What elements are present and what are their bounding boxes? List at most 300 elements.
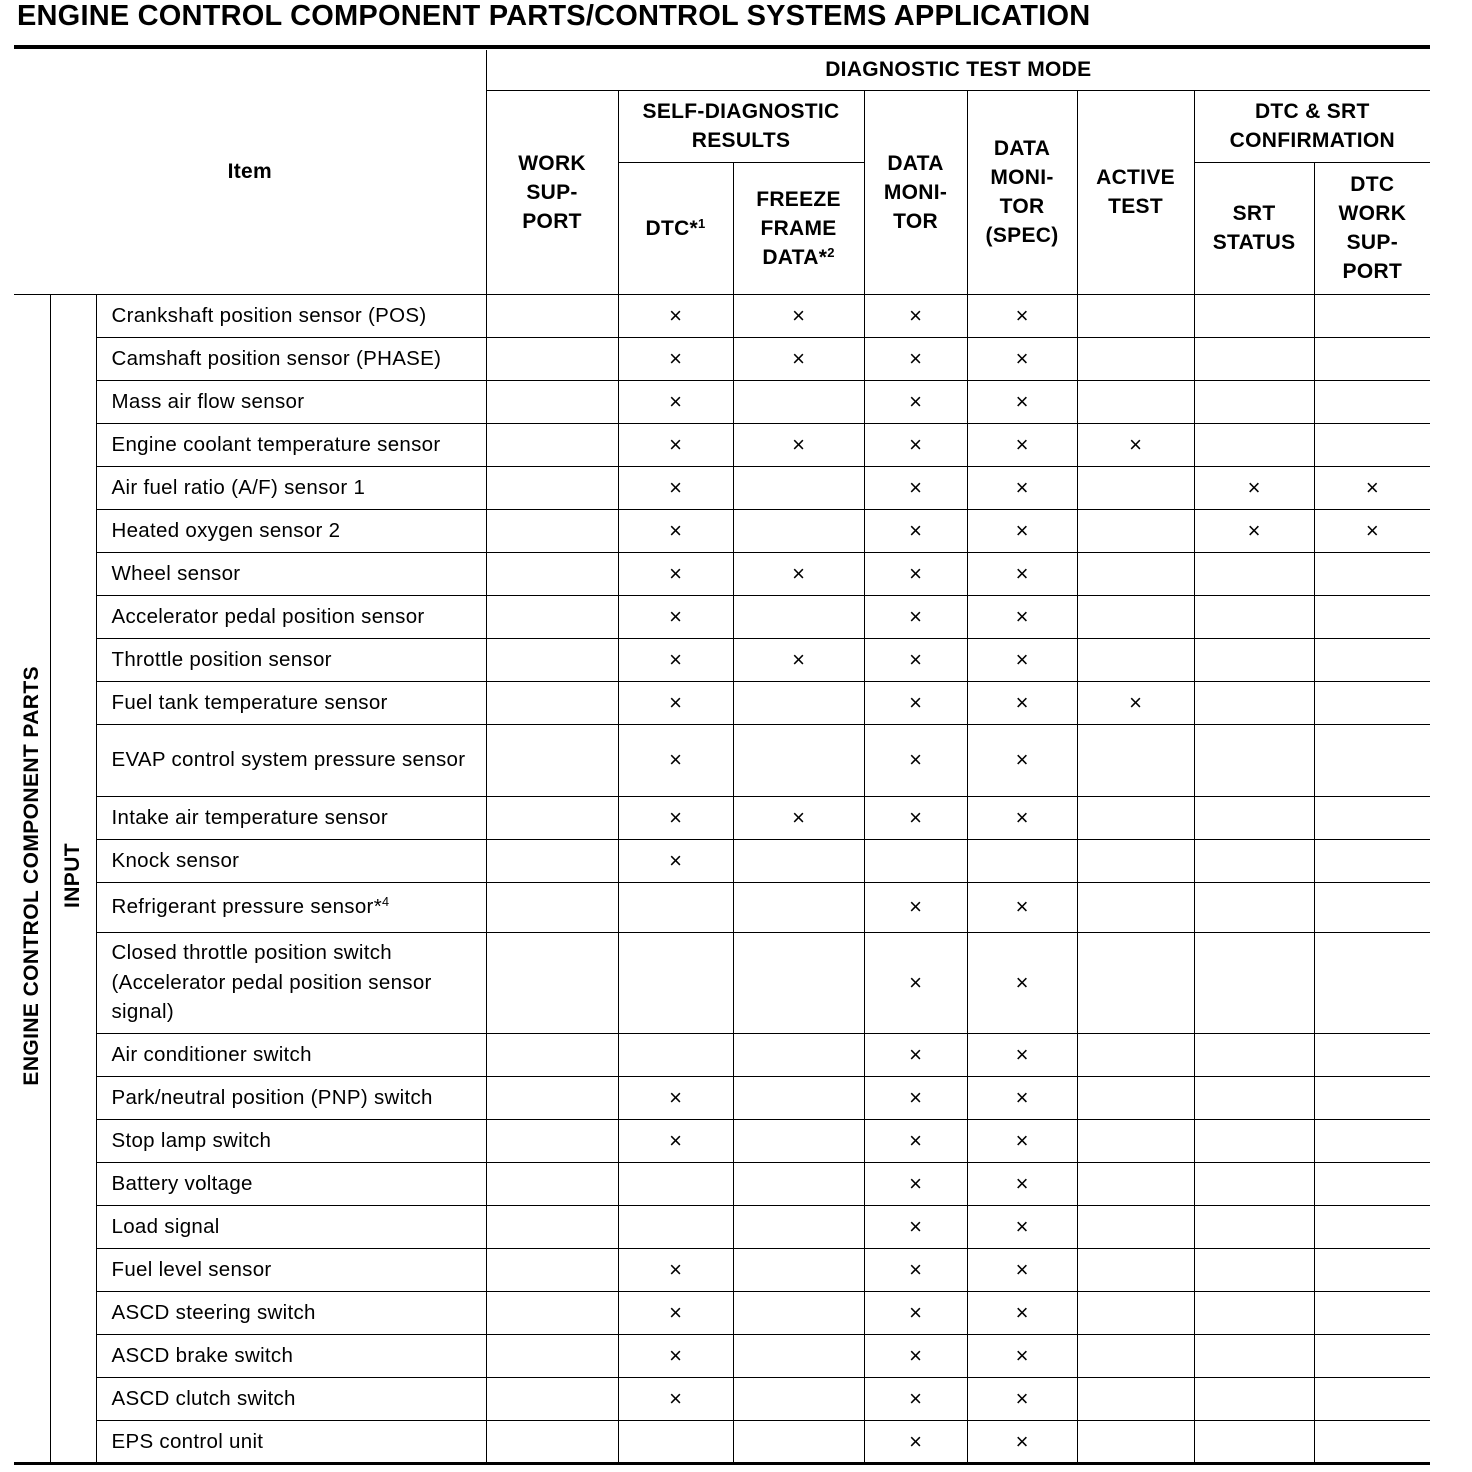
- mark-cell: [1314, 595, 1430, 638]
- mark-cell: [1077, 466, 1194, 509]
- table-row: [14, 1420, 1430, 1463]
- diagnostic-test-mode-header: [486, 50, 1430, 90]
- applicable-mark: ×: [1015, 1041, 1029, 1067]
- mark-cell: [733, 466, 864, 509]
- item-cell: [96, 932, 486, 1033]
- mark-cell: [1194, 1076, 1314, 1119]
- mark-cell: [1314, 509, 1430, 552]
- mark-cell: [1194, 595, 1314, 638]
- page-title: ENGINE CONTROL COMPONENT PARTS/CONTROL SYSTEMS APPLICATION: [17, 0, 1091, 32]
- applicable-mark: ×: [1015, 689, 1029, 715]
- mark-cell: [1194, 294, 1314, 337]
- applicable-mark: ×: [1015, 302, 1029, 328]
- mark-cell: [486, 509, 618, 552]
- mark-cell: [967, 638, 1077, 681]
- mark-cell: [486, 1033, 618, 1076]
- header-line: CONFIRMATION: [1229, 129, 1395, 152]
- mark-cell: [967, 681, 1077, 724]
- item-label: EVAP control system pressure sensor: [111, 748, 466, 772]
- mark-cell: [618, 638, 733, 681]
- mark-cell: [864, 1076, 967, 1119]
- applicable-mark: ×: [909, 1084, 922, 1110]
- applicable-mark: ×: [909, 603, 922, 629]
- applicable-mark: ×: [792, 804, 805, 830]
- mark-cell: [1077, 1033, 1194, 1076]
- mark-cell: [1077, 552, 1194, 595]
- mark-cell: [967, 423, 1077, 466]
- table-row: [14, 294, 1430, 337]
- applicable-mark: ×: [669, 689, 682, 715]
- mark-cell: [1077, 681, 1194, 724]
- item-cell: [96, 839, 486, 882]
- mark-cell: [967, 1420, 1077, 1463]
- applicable-mark: ×: [1015, 560, 1029, 586]
- mark-cell: [864, 1334, 967, 1377]
- mark-cell: [733, 337, 864, 380]
- mark-cell: [967, 1033, 1077, 1076]
- title-rule: [14, 45, 1430, 49]
- applicable-mark: ×: [669, 747, 682, 772]
- applicable-mark: ×: [1015, 1256, 1029, 1282]
- item-cell: [96, 1291, 486, 1334]
- mark-cell: [618, 1377, 733, 1420]
- item-label: ASCD clutch switch: [111, 1386, 296, 1410]
- mark-cell: [1194, 638, 1314, 681]
- mark-cell: [618, 509, 733, 552]
- item-cell: [96, 337, 486, 380]
- item-cell: [96, 380, 486, 423]
- mark-cell: [486, 1205, 618, 1248]
- mark-cell: [733, 1162, 864, 1205]
- header-line: WORK: [518, 151, 586, 175]
- mark-cell: [733, 882, 864, 932]
- applicable-mark: ×: [669, 345, 682, 371]
- mark-cell: [864, 681, 967, 724]
- srt-status-header: [1194, 162, 1314, 294]
- mark-cell: [1077, 337, 1194, 380]
- table-row: [14, 932, 1430, 1033]
- mark-cell: [967, 882, 1077, 932]
- applicable-mark: ×: [1015, 345, 1029, 371]
- mark-cell: [1077, 1291, 1194, 1334]
- applicable-mark: ×: [909, 388, 922, 414]
- mark-cell: [618, 839, 733, 882]
- mark-cell: [1194, 932, 1314, 1033]
- application-table: [14, 50, 1430, 1464]
- applicable-mark: ×: [909, 560, 922, 586]
- mark-cell: [486, 466, 618, 509]
- item-cell: [96, 552, 486, 595]
- applicable-mark: ×: [669, 1127, 682, 1153]
- mark-cell: [733, 932, 864, 1033]
- mark-cell: [486, 1076, 618, 1119]
- item-label: Fuel tank temperature sensor: [111, 690, 388, 714]
- applicable-mark: ×: [669, 1084, 682, 1110]
- item-label: Closed throttle position switch (Accelerator pedal position sensor signal): [111, 941, 432, 1024]
- mark-cell: [967, 595, 1077, 638]
- mark-cell: [1194, 1420, 1314, 1463]
- header-line: RESULTS: [691, 129, 791, 152]
- applicable-mark: ×: [909, 1170, 922, 1196]
- table-row: [14, 1162, 1430, 1205]
- mark-cell: [486, 839, 618, 882]
- mark-cell: [1314, 724, 1430, 796]
- mark-cell: [1077, 509, 1194, 552]
- mark-cell: [967, 724, 1077, 796]
- mark-cell: [967, 1205, 1077, 1248]
- mark-cell: [733, 638, 864, 681]
- header-line: SELF-DIAGNOSTIC: [642, 100, 840, 123]
- header-line: DTC & SRT: [1254, 100, 1370, 123]
- mark-cell: [1194, 1162, 1314, 1205]
- mark-cell: [967, 294, 1077, 337]
- applicable-mark: ×: [909, 646, 922, 672]
- item-label: Wheel sensor: [111, 561, 241, 585]
- item-label: Mass air flow sensor: [111, 389, 305, 413]
- header-line: TEST: [1108, 195, 1163, 218]
- item-label: Battery voltage: [111, 1171, 253, 1195]
- applicable-mark: ×: [1247, 517, 1261, 543]
- freeze-frame-data-header: [733, 162, 864, 294]
- mark-cell: [1194, 681, 1314, 724]
- item-label: EPS control unit: [111, 1429, 264, 1453]
- applicable-mark: ×: [669, 517, 682, 543]
- applicable-mark: ×: [792, 431, 805, 457]
- item-cell: [96, 1248, 486, 1291]
- mark-cell: [1314, 1377, 1430, 1420]
- applicable-mark: ×: [669, 302, 682, 328]
- item-label: Fuel level sensor: [111, 1257, 272, 1281]
- table-row: [14, 724, 1430, 796]
- mark-cell: [1314, 294, 1430, 337]
- dtc-label: DTC*: [645, 216, 699, 240]
- mark-cell: [618, 1033, 733, 1076]
- mark-cell: [967, 839, 1077, 882]
- table-row: [14, 423, 1430, 466]
- mark-cell: [733, 1291, 864, 1334]
- mark-cell: [733, 1420, 864, 1463]
- applicable-mark: ×: [1015, 1084, 1029, 1110]
- mark-cell: [1314, 638, 1430, 681]
- mark-cell: [486, 1291, 618, 1334]
- mark-cell: [1077, 595, 1194, 638]
- header-line: WORK: [1338, 202, 1407, 225]
- mark-cell: [618, 1119, 733, 1162]
- mark-cell: [1314, 1291, 1430, 1334]
- mark-cell: [618, 681, 733, 724]
- item-cell: [96, 638, 486, 681]
- mark-cell: [1077, 882, 1194, 932]
- mark-cell: [1077, 380, 1194, 423]
- mark-cell: [864, 724, 967, 796]
- applicable-mark: ×: [1015, 646, 1029, 672]
- table-row: [14, 796, 1430, 839]
- mark-cell: [1077, 1420, 1194, 1463]
- item-label: Engine coolant temperature sensor: [111, 432, 441, 456]
- header-line: SRT: [1232, 202, 1276, 225]
- item-label: Knock sensor: [111, 848, 240, 872]
- header-line: TOR: [893, 209, 938, 233]
- applicable-mark: ×: [1015, 1127, 1029, 1153]
- mark-cell: [733, 839, 864, 882]
- mark-cell: [1077, 1162, 1194, 1205]
- header-line: SUP-: [526, 180, 578, 204]
- item-cell: [96, 724, 486, 796]
- header-line: DTC: [1350, 173, 1395, 196]
- header-line: TOR: [999, 195, 1045, 218]
- applicable-mark: ×: [1015, 1342, 1029, 1368]
- mark-cell: [864, 595, 967, 638]
- item-label: Accelerator pedal position sensor: [111, 604, 425, 628]
- mark-cell: [1194, 337, 1314, 380]
- table-row: [14, 1377, 1430, 1420]
- item-footnote: 4: [381, 894, 390, 910]
- mark-cell: [1314, 552, 1430, 595]
- mark-cell: [864, 1377, 967, 1420]
- mark-cell: [1077, 796, 1194, 839]
- mark-cell: [1314, 932, 1430, 1033]
- applicable-mark: ×: [669, 1256, 682, 1282]
- applicable-mark: ×: [792, 345, 805, 371]
- mark-cell: [1314, 337, 1430, 380]
- item-cell: [96, 1205, 486, 1248]
- applicable-mark: ×: [909, 1342, 922, 1368]
- table-row: [14, 552, 1430, 595]
- mark-cell: [864, 1033, 967, 1076]
- applicable-mark: ×: [909, 1256, 922, 1282]
- mark-cell: [1077, 1119, 1194, 1162]
- mark-cell: [1194, 1291, 1314, 1334]
- applicable-mark: ×: [909, 1299, 922, 1325]
- mark-cell: [1314, 466, 1430, 509]
- mark-cell: [1077, 932, 1194, 1033]
- header-line: PORT: [1342, 260, 1403, 283]
- applicable-mark: ×: [669, 560, 682, 586]
- applicable-mark: ×: [909, 1127, 922, 1153]
- header-line: MONI-: [883, 180, 948, 204]
- mark-cell: [967, 466, 1077, 509]
- mark-cell: [486, 294, 618, 337]
- mark-cell: [967, 932, 1077, 1033]
- applicable-mark: ×: [669, 603, 682, 629]
- applicable-mark: ×: [669, 431, 682, 457]
- mark-cell: [1194, 882, 1314, 932]
- applicable-mark: ×: [909, 1385, 922, 1411]
- subgroup-label-cell: [50, 294, 96, 1463]
- item-label: Park/neutral position (PNP) switch: [111, 1085, 433, 1109]
- mark-cell: [1314, 1334, 1430, 1377]
- diagnostic-test-mode-label: DIAGNOSTIC TEST MODE: [825, 58, 1092, 82]
- item-header-label: Item: [227, 160, 272, 184]
- mark-cell: [1077, 423, 1194, 466]
- mark-cell: [733, 1334, 864, 1377]
- bottom-rule: [14, 1462, 1430, 1465]
- mark-cell: [486, 423, 618, 466]
- table-row: [14, 1076, 1430, 1119]
- mark-cell: [486, 552, 618, 595]
- header-line: DATA: [993, 137, 1051, 160]
- mark-cell: [967, 1162, 1077, 1205]
- mark-cell: [967, 337, 1077, 380]
- item-cell: [96, 595, 486, 638]
- mark-cell: [618, 380, 733, 423]
- active-test-header: [1077, 90, 1194, 294]
- mark-cell: [618, 466, 733, 509]
- mark-cell: [1314, 1162, 1430, 1205]
- mark-cell: [486, 796, 618, 839]
- mark-cell: [1077, 1248, 1194, 1291]
- group-label-cell: [14, 294, 50, 1463]
- mark-cell: [1194, 1334, 1314, 1377]
- mark-cell: [1194, 796, 1314, 839]
- applicable-mark: ×: [1015, 1170, 1029, 1196]
- applicable-mark: ×: [909, 689, 922, 715]
- mark-cell: [1194, 1377, 1314, 1420]
- mark-cell: [864, 294, 967, 337]
- mark-cell: [733, 423, 864, 466]
- table-row: [14, 466, 1430, 509]
- table-row: [14, 380, 1430, 423]
- mark-cell: [864, 380, 967, 423]
- self-diagnostic-results-header: [618, 90, 864, 162]
- data-monitor-header: [864, 90, 967, 294]
- mark-cell: [618, 1162, 733, 1205]
- item-label: ASCD steering switch: [111, 1300, 316, 1324]
- mark-cell: [486, 724, 618, 796]
- mark-cell: [486, 1119, 618, 1162]
- mark-cell: [1077, 638, 1194, 681]
- item-label: Crankshaft position sensor (POS): [111, 303, 427, 327]
- mark-cell: [1314, 1205, 1430, 1248]
- mark-cell: [864, 509, 967, 552]
- item-cell: [96, 294, 486, 337]
- item-cell: [96, 1334, 486, 1377]
- freeze-frame-footnote: 2: [827, 244, 835, 260]
- applicable-mark: ×: [909, 302, 922, 328]
- mark-cell: [1077, 1205, 1194, 1248]
- mark-cell: [486, 1377, 618, 1420]
- mark-cell: [967, 796, 1077, 839]
- mark-cell: [733, 1033, 864, 1076]
- mark-cell: [864, 882, 967, 932]
- item-label: Air conditioner switch: [111, 1042, 312, 1066]
- item-cell: [96, 1420, 486, 1463]
- mark-cell: [618, 1334, 733, 1377]
- item-label: ASCD brake switch: [111, 1343, 294, 1367]
- applicable-mark: ×: [909, 1041, 922, 1067]
- mark-cell: [733, 1377, 864, 1420]
- mark-cell: [967, 1076, 1077, 1119]
- mark-cell: [486, 1420, 618, 1463]
- header-line: DATA*: [762, 245, 828, 269]
- mark-cell: [1314, 380, 1430, 423]
- mark-cell: [1314, 681, 1430, 724]
- mark-cell: [618, 1076, 733, 1119]
- item-cell: [96, 681, 486, 724]
- item-cell: [96, 1033, 486, 1076]
- mark-cell: [864, 1162, 967, 1205]
- mark-cell: [864, 796, 967, 839]
- applicable-mark: ×: [909, 804, 922, 830]
- applicable-mark: ×: [909, 1428, 922, 1454]
- mark-cell: [618, 932, 733, 1033]
- mark-cell: [1194, 1033, 1314, 1076]
- applicable-mark: ×: [1015, 1213, 1029, 1239]
- mark-cell: [1077, 1377, 1194, 1420]
- item-cell: [96, 1377, 486, 1420]
- item-label: Intake air temperature sensor: [111, 805, 388, 829]
- item-label: Refrigerant pressure sensor*: [111, 895, 382, 919]
- mark-cell: [486, 638, 618, 681]
- applicable-mark: ×: [1015, 517, 1029, 543]
- mark-cell: [733, 724, 864, 796]
- data-monitor-spec-header: [967, 90, 1077, 294]
- mark-cell: [733, 1205, 864, 1248]
- applicable-mark: ×: [669, 1385, 682, 1411]
- item-cell: [96, 509, 486, 552]
- mark-cell: [1077, 839, 1194, 882]
- mark-cell: [967, 509, 1077, 552]
- mark-cell: [733, 1248, 864, 1291]
- mark-cell: [486, 1162, 618, 1205]
- mark-cell: [486, 1334, 618, 1377]
- applicable-mark: ×: [909, 345, 922, 371]
- applicable-mark: ×: [909, 894, 922, 919]
- header-line: SUP-: [1346, 231, 1398, 254]
- applicable-mark: ×: [1129, 431, 1142, 457]
- mark-cell: [1314, 1248, 1430, 1291]
- mark-cell: [864, 1119, 967, 1162]
- applicable-mark: ×: [909, 431, 922, 457]
- table-row: [14, 1248, 1430, 1291]
- mark-cell: [864, 638, 967, 681]
- mark-cell: [618, 882, 733, 932]
- applicable-mark: ×: [1365, 474, 1379, 500]
- mark-cell: [733, 1076, 864, 1119]
- mark-cell: [618, 294, 733, 337]
- header-line: PORT: [522, 209, 582, 233]
- applicable-mark: ×: [669, 804, 682, 830]
- mark-cell: [1314, 423, 1430, 466]
- mark-cell: [1194, 1119, 1314, 1162]
- mark-cell: [1194, 552, 1314, 595]
- mark-cell: [733, 380, 864, 423]
- mark-cell: [733, 509, 864, 552]
- mark-cell: [864, 932, 967, 1033]
- mark-cell: [733, 552, 864, 595]
- mark-cell: [1314, 1033, 1430, 1076]
- item-cell: [96, 1162, 486, 1205]
- applicable-mark: ×: [1015, 474, 1029, 500]
- mark-cell: [486, 380, 618, 423]
- mark-cell: [864, 552, 967, 595]
- mark-cell: [486, 882, 618, 932]
- mark-cell: [618, 423, 733, 466]
- item-label: Stop lamp switch: [111, 1128, 272, 1152]
- group-label: ENGINE CONTROL COMPONENT PARTS: [19, 665, 43, 1086]
- applicable-mark: ×: [1247, 474, 1261, 500]
- mark-cell: [1194, 423, 1314, 466]
- applicable-mark: ×: [669, 847, 682, 873]
- mark-cell: [967, 552, 1077, 595]
- applicable-mark: ×: [1015, 894, 1029, 919]
- mark-cell: [733, 1119, 864, 1162]
- header-line: MONI-: [990, 166, 1054, 189]
- header-line: FREEZE: [756, 187, 841, 211]
- mark-cell: [1194, 380, 1314, 423]
- mark-cell: [618, 552, 733, 595]
- mark-cell: [967, 380, 1077, 423]
